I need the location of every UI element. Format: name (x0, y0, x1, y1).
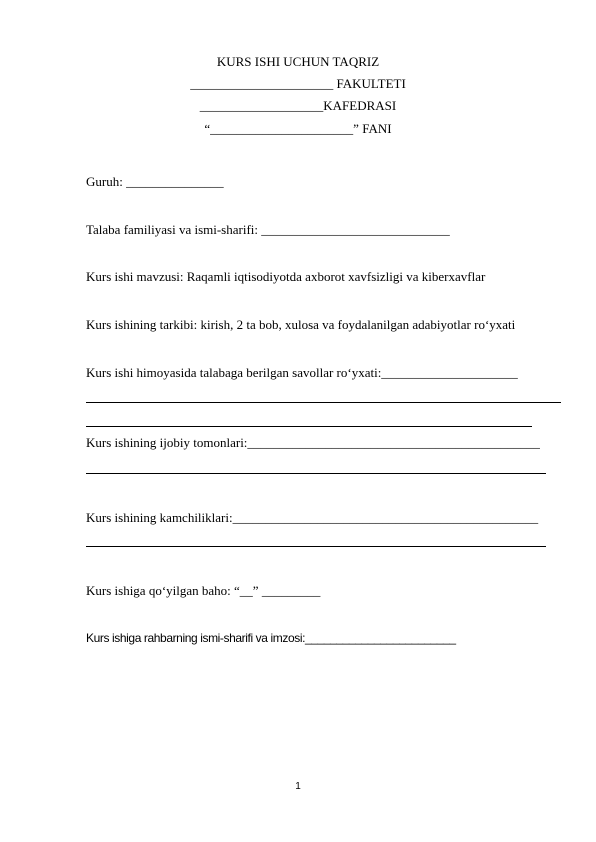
weaknesses-answer-line (86, 546, 546, 547)
reviewer-signature-field: Kurs ishiga rahbarning ismi-sharifi va imzosi:________________________ (86, 631, 456, 645)
strengths-field: Kurs ishining ijobiy tomonlari:_____________________________________________ (86, 435, 540, 450)
document-title: KURS ISHI UCHUN TAQRIZ (216, 54, 380, 69)
weaknesses-field: Kurs ishining kamchiliklari:_______________________________________________ (86, 510, 539, 525)
questions-answer-line-2 (86, 426, 532, 427)
subject-line: “______________________” FANI (204, 121, 392, 136)
faculty-line: ______________________ FAKULTETI (190, 76, 406, 91)
strengths-answer-line (86, 473, 546, 474)
group-field: Guruh: _______________ (86, 174, 224, 189)
questions-answer-line-1 (86, 402, 561, 403)
topic-field: Kurs ishi mavzusi: Raqamli iqtisodiyotda axborot xavfsizligi va kiberxavflar (86, 269, 486, 284)
department-line: ___________________KAFEDRASI (199, 98, 397, 113)
structure-field: Kurs ishining tarkibi: kirish, 2 ta bob, xulosa va foydalanilgan adabiyotlar ro‘yxati (86, 317, 516, 332)
student-name-field: Talaba familiyasi va ismi-sharifi: _____________________________ (86, 222, 450, 237)
grade-field: Kurs ishiga qo‘yilgan baho: “__” _________ (86, 583, 321, 598)
page-number: 1 (295, 781, 301, 792)
questions-field: Kurs ishi himoyasida talabaga berilgan savollar ro‘yxati:_____________________ (86, 365, 518, 380)
